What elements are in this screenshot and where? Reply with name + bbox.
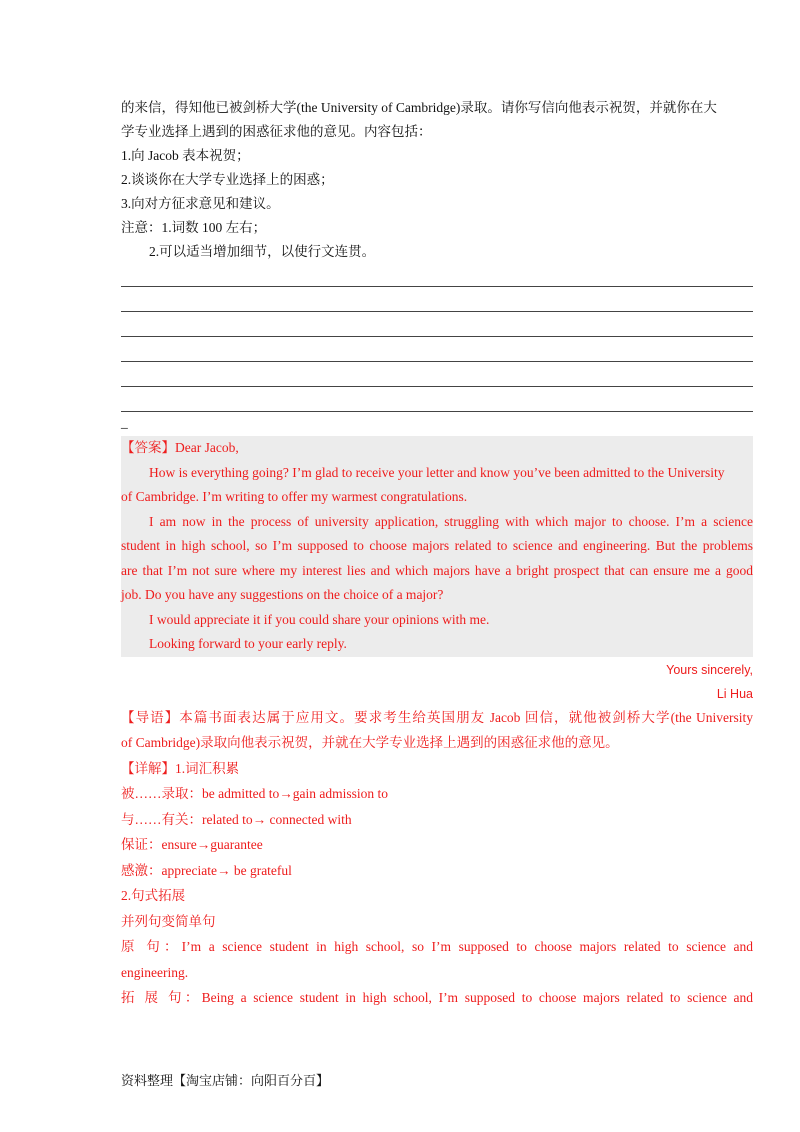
- expanded-sentence-line1: [121, 985, 753, 1011]
- guide-tag: 【导语】: [121, 709, 180, 725]
- answer-signature: Li Hua: [716, 686, 753, 701]
- guide-line1: [121, 705, 753, 731]
- page-footer: 资料整理【淘宝店铺：向阳百分百】: [121, 1073, 330, 1088]
- explanation-section: [121, 705, 753, 1011]
- answer-salutation: Dear Jacob,: [175, 440, 239, 455]
- answer-p2-line3: are that I’m not sure where my interest lies and which majors have a bright prospect that can ensure me a good: [121, 562, 753, 578]
- guide-line2: of Cambridge)录取向他表示祝贺，并就在大学专业选择上遇到的困惑征求他的意见。: [121, 735, 619, 750]
- answer-tag: 【答案】: [121, 440, 175, 455]
- expanded-text-line1: Being a science student in high school, I’m supposed to choose majors related to science and: [201, 990, 754, 1005]
- details-heading-1: 1.词汇积累: [175, 760, 240, 776]
- original-sentence-line2: engineering.: [121, 964, 189, 980]
- prompt-point-2: 2.谈谈你在大学专业选择上的困惑；: [121, 172, 334, 187]
- expanded-label: 拓 展 句：: [121, 990, 202, 1005]
- prompt-point-3: 3.向对方征求意见和建议。: [121, 196, 280, 211]
- writing-line: [121, 312, 753, 337]
- answer-p1-line2: of Cambridge. I’m writing to offer my warmest congratulations.: [121, 489, 468, 504]
- original-label: 原 句：: [121, 939, 182, 954]
- vocab-item: 被……录取：be admitted to→gain admission to: [121, 786, 388, 801]
- vocab-item: 保证：ensure→guarantee: [121, 837, 263, 852]
- document-page: [121, 96, 753, 1011]
- writing-line: [121, 262, 753, 287]
- prompt-note-2: 2.可以适当增加细节，以使行文连贯。: [149, 244, 376, 259]
- vocab-item: 感激：appreciate→ be grateful: [121, 862, 292, 878]
- writing-line-trailing-mark: _: [121, 415, 128, 430]
- answer-p1-line1: How is everything going? I’m glad to receive your letter and know you’ve been admitted to the University: [149, 464, 725, 480]
- answer-closing: Yours sincerely,: [666, 662, 753, 677]
- answer-p2-line1: I am now in the process of university application, struggling with which major to choose. I’m a science: [149, 513, 753, 529]
- vocab-item: 与……有关：related to→ connected with: [121, 811, 352, 827]
- answer-writing-lines: [121, 262, 753, 434]
- answer-header: [121, 436, 753, 461]
- answer-block: [121, 436, 753, 657]
- writing-line: [121, 287, 753, 312]
- prompt-intro-line2: 学专业选择上遇到的困惑征求他的意见。内容包括：: [121, 124, 432, 139]
- prompt-note-1: 注意：1.词数 100 左右；: [121, 220, 267, 235]
- guide-text-line1: 本篇书面表达属于应用文。要求考生给英国朋友 Jacob 回信，就他被剑桥大学(the University: [179, 709, 754, 725]
- answer-p3: I would appreciate it if you could share your opinions with me.: [149, 611, 490, 627]
- prompt-point-1: 1.向 Jacob 表本祝贺；: [121, 148, 250, 163]
- details-sub-heading: 并列句变简单句: [121, 913, 216, 929]
- details-header: [121, 756, 753, 782]
- writing-line: [121, 362, 753, 387]
- answer-p4: Looking forward to your early reply.: [149, 636, 347, 651]
- details-heading-2: 2.句式拓展: [121, 888, 186, 903]
- original-text-line1: I’m a science student in high school, so I’m supposed to choose majors related to science and: [181, 939, 753, 954]
- details-tag: 【详解】: [121, 760, 175, 776]
- answer-p2-line2: student in high school, so I’m supposed to choose majors related to science and engineering. But the problems: [121, 538, 753, 553]
- writing-line: [121, 387, 753, 412]
- original-sentence-line1: [121, 934, 753, 960]
- answer-p2-line4: job. Do you have any suggestions on the choice of a major?: [121, 587, 444, 602]
- writing-line: [121, 337, 753, 362]
- prompt-intro-line1: 的来信，得知他已被剑桥大学(the University of Cambridge)录取。请你写信向他表示祝贺，并就你在大: [121, 100, 717, 115]
